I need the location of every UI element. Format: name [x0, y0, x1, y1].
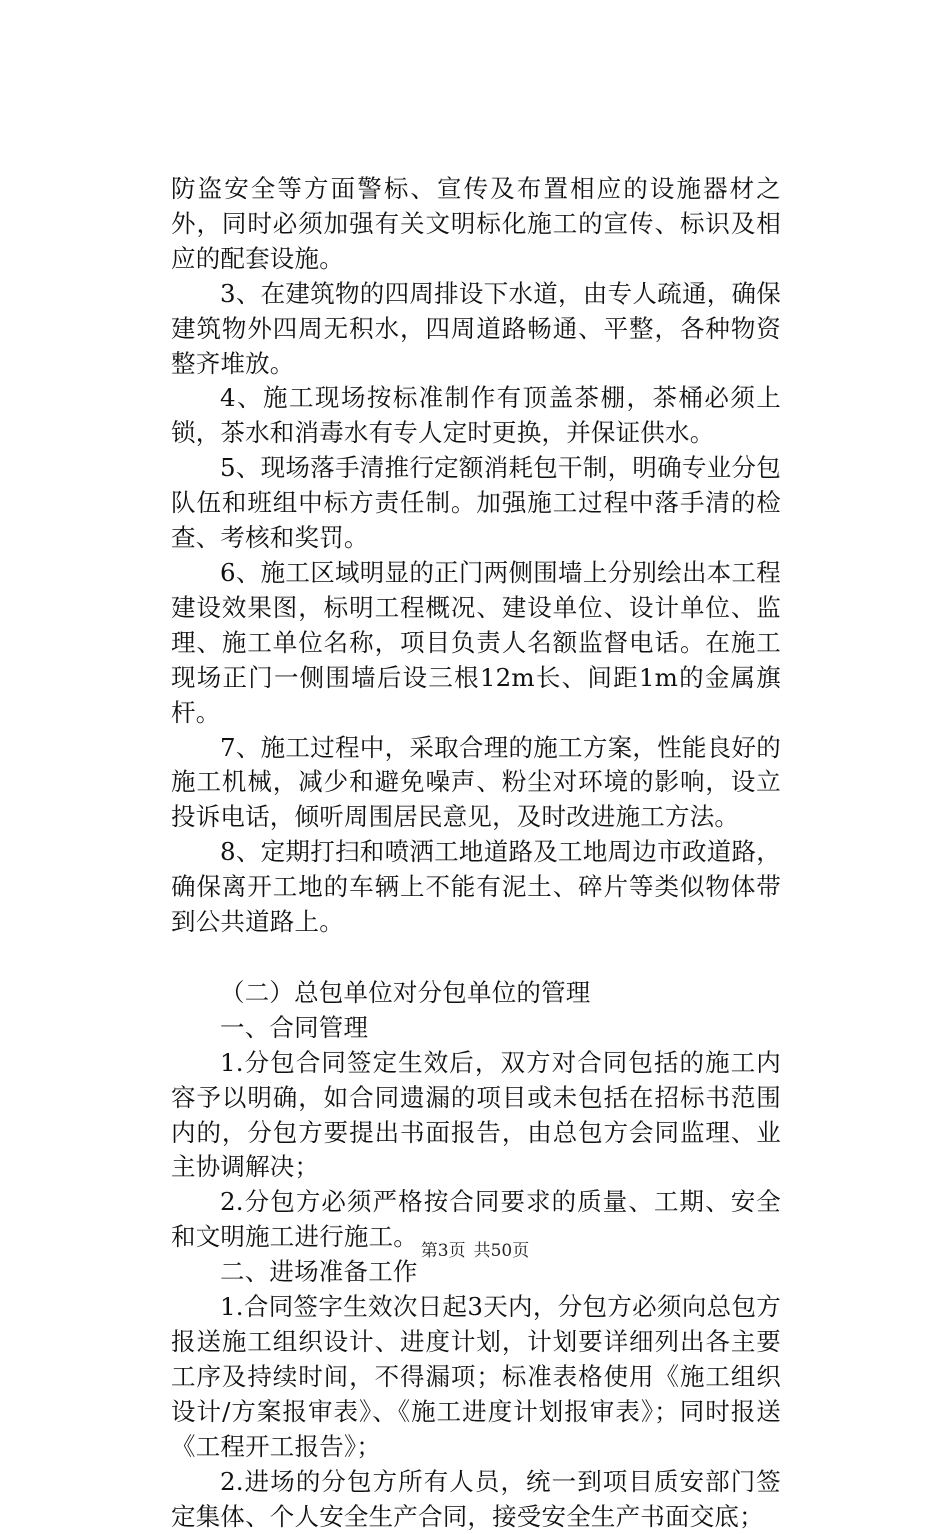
paragraph-item-5: 5、现场落手清推行定额消耗包干制，明确专业分包队伍和班组中标方责任制。加强施工过程中落手清的检查、考核和奖罚。: [171, 453, 781, 553]
paragraph-item-3: 3、在建筑物的四周排设下水道，由专人疏通，确保建筑物外四周无积水，四周道路畅通、平整，各种物资整齐堆放。: [171, 278, 781, 378]
preparation-item-2: 2.进场的分包方所有人员，统一到项目质安部门签定集体、个人安全生产合同，接受安全生产书面交底；: [171, 1466, 781, 1531]
contract-item-1: 1.分包合同签定生效后，双方对合同包括的施工内容予以明确，如合同遗漏的项目或未包括在招标书范围内的，分包方要提出书面报告，由总包方会同监理、业主协调解决；: [171, 1047, 781, 1182]
paragraph-item-4: 4、施工现场按标准制作有顶盖茶棚，茶桶必须上锁，茶水和消毒水有专人定时更换，并保证供水。: [171, 383, 781, 448]
paragraph-item-7: 7、施工过程中，采取合理的施工方案，性能良好的施工机械，减少和避免噪声、粉尘对环境的影响，设立投诉电话，倾听周围居民意见，及时改进施工方法。: [171, 732, 781, 832]
document-body: [171, 172, 781, 1534]
page-number: 第3页: [420, 1241, 466, 1261]
subsection-title-contract: 一、合同管理: [220, 1012, 369, 1042]
preparation-item-1: 1.合同签字生效次日起3天内，分包方必须向总包方报送施工组织设计、进度计划，计划要详细列出各主要工序及持续时间，不得漏项；标准表格使用《施工组织设计/方案报审表》、《施工进度计划报审表》；同时报送《工程开工报告》；: [171, 1292, 781, 1461]
paragraph-continuation: 防盗安全等方面警标、宣传及布置相应的设施器材之外，同时必须加强有关文明标化施工的宣传、标识及相应的配套设施。: [171, 174, 781, 273]
subsection-title-preparation: 二、进场准备工作: [220, 1257, 418, 1287]
page-footer: [0, 1241, 950, 1261]
contract-item-2: 2.分包方必须严格按合同要求的质量、工期、安全和文明施工进行施工。: [171, 1187, 781, 1252]
section-title: （二）总包单位对分包单位的管理: [220, 977, 591, 1007]
paragraph-item-6: 6、施工区域明显的正门两侧围墙上分别绘出本工程建设效果图，标明工程概况、建设单位、设计单位、监理、施工单位名称，项目负责人名额监督电话。在施工现场正门一侧围墙后设三根12m长、间距1m的金属旗杆。: [171, 557, 781, 727]
page-total: 共50页: [473, 1241, 530, 1261]
paragraph-item-8: 8、定期打扫和喷洒工地道路及工地周边市政道路，确保离开工地的车辆上不能有泥土、碎片等类似物体带到公共道路上。: [171, 837, 781, 937]
section-gap: [171, 940, 781, 976]
